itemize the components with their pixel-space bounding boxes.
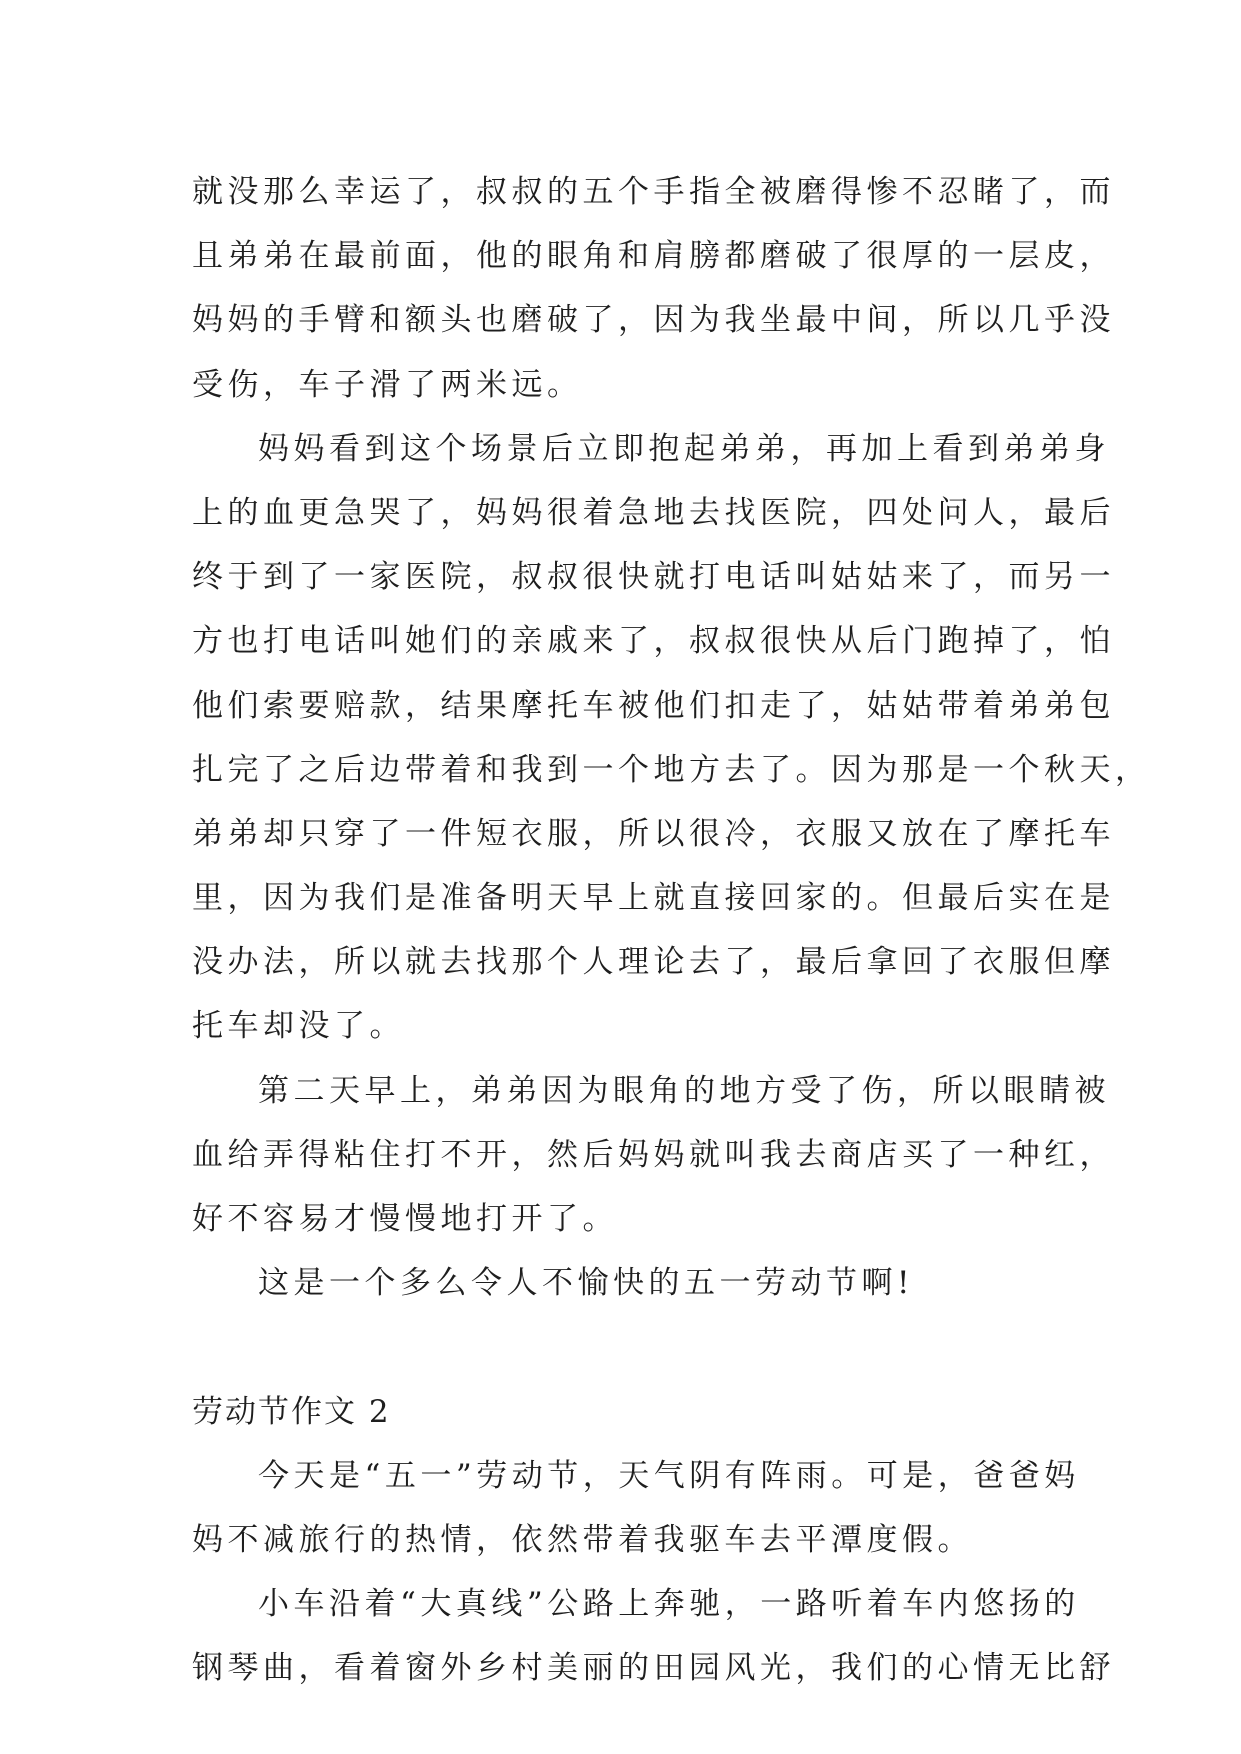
text-line: 第二天早上，弟弟因为眼角的地方受了伤，所以眼睛被 [258,1072,1110,1109]
text-line: 终于到了一家医院，叔叔很快就打电话叫姑姑来了，而另一 [192,559,1115,596]
document-body [192,160,1151,1701]
text-line: 好不容易才慢慢地打开了。 [192,1201,618,1237]
text-line: 扎完了之后边带着和我到一个地方去了。因为那是一个秋天， [192,751,1151,788]
text-line: 妈妈看到这个场景后立即抱起弟弟，再加上看到弟弟身 [258,430,1110,467]
text-line: 钢琴曲，看着窗外乡村美丽的田园风光，我们的心情无比舒 [192,1650,1115,1687]
text-line: 妈妈的手臂和额头也磨破了，因为我坐最中间，所以几乎没 [192,302,1115,339]
paragraph [192,1059,1115,1252]
text-line: 就没那么幸运了，叔叔的五个手指全被磨得惨不忍睹了，而 [192,174,1115,210]
text-line: 血给弄得粘住打不开，然后妈妈就叫我去商店买了一种红， [192,1136,1115,1173]
paragraph [192,1251,1062,1315]
paragraph [192,1572,1115,1700]
section-heading: 劳动节作文 2 [192,1393,391,1430]
text-line: 妈不减旅行的热情，依然带着我驱车去平潭度假。 [192,1521,973,1558]
text-line: 没办法，所以就去找那个人理论去了，最后拿回了衣服但摩 [192,944,1115,981]
text-line: 上的血更急哭了，妈妈很着急地去找医院，四处问人，最后 [192,494,1115,531]
text-line: 托车却没了。 [192,1008,405,1045]
text-line: 弟弟却只穿了一件短衣服，所以很冷，衣服又放在了摩托车 [192,815,1115,852]
blank-line [192,1315,1062,1379]
paragraph [192,160,1115,417]
text-line: 受伤，车子滑了两米远。 [192,366,583,403]
paragraph [192,1444,1080,1572]
text-line: 他们索要赔款，结果摩托车被他们扣走了，姑姑带着弟弟包 [192,687,1115,724]
text-line: 且弟弟在最前面，他的眼角和肩膀都磨破了很厚的一层皮， [192,238,1115,275]
text-line: 里，因为我们是准备明天早上就直接回家的。但最后实在是 [192,880,1115,917]
paragraph [192,417,1151,1059]
text-line: 小车沿着“大真线”公路上奔驰，一路听着车内悠扬的 [258,1586,1080,1623]
text-line: 方也打电话叫她们的亲戚来了，叔叔很快从后门跑掉了，怕 [192,623,1115,660]
text-line: 今天是“五一”劳动节，天气阴有阵雨。可是，爸爸妈 [258,1457,1080,1494]
text-line: 这是一个多么令人不愉快的五一劳动节啊! [258,1265,914,1302]
